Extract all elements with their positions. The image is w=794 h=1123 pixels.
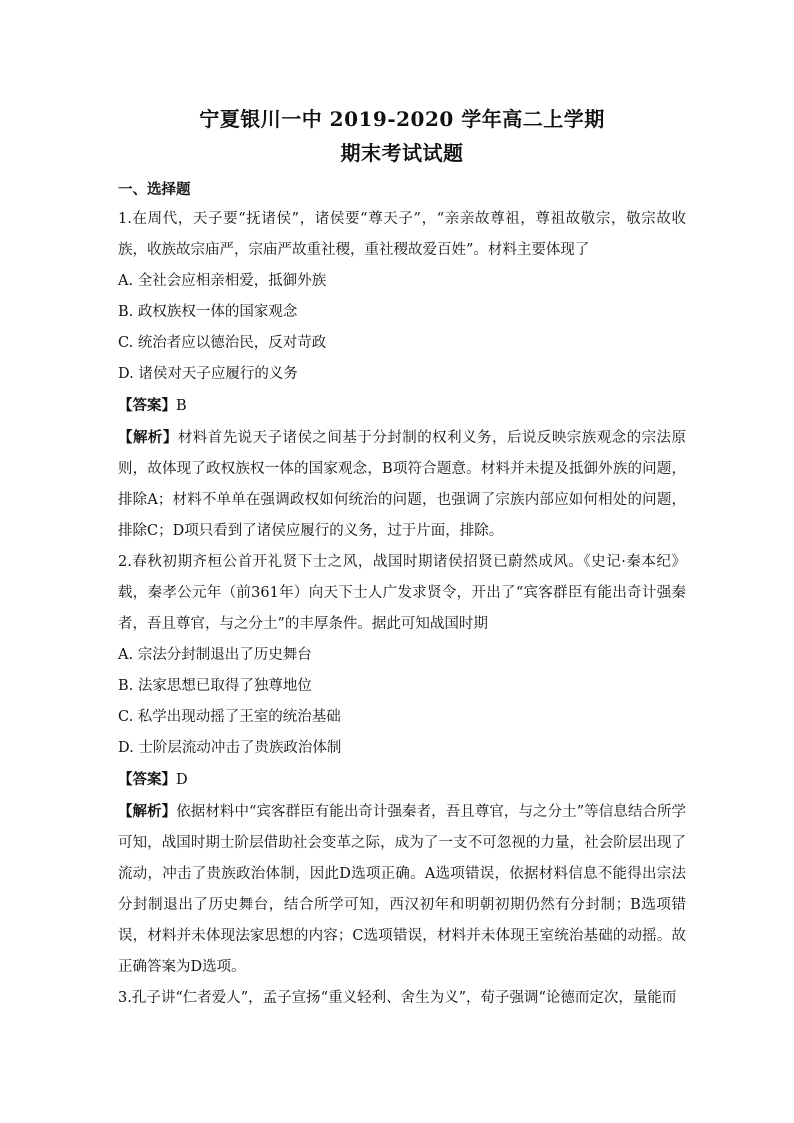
option-c: C. 私学出现动摇了王室的统治基础 xyxy=(118,709,341,725)
option-d: D. 诸侯对天子应履行的义务 xyxy=(118,366,298,382)
analysis-paragraph xyxy=(118,422,686,547)
question-stem: 2.春秋初期齐桓公首开礼贤下士之风，战国时期诸侯招贤已蔚然成风。《史记·秦本纪》载，秦孝公元年（前361年）向天下士人广发求贤令，开出了“宾客群臣有能出奇计强秦者，吾且尊官，与之分土”的丰厚条件。据此可知战国时期 xyxy=(118,554,686,632)
analysis-text: 依据材料中“宾客群臣有能出奇计强秦者，吾且尊官，与之分土”等信息结合所学可知，战国时期士阶层借助社会变革之际，成为了一支不可忽视的力量，社会阶层出现了流动，冲击了贵族政治体制，因此D选项正确。A选项错误，依据材料信息不能得出宗法分封制退出了历史舞台，结合所学可知，西汉初年和明朝初期仍然有分封制；B选项错误，材料并未体现法家思想的内容；C选项错误，材料并未体现王室统治基础的动摇。故正确答案为D选项。 xyxy=(118,804,687,975)
question-1 xyxy=(118,204,686,547)
document-title-line2: 期末考试试题 xyxy=(340,141,464,165)
analysis-paragraph xyxy=(118,796,686,983)
answer-line xyxy=(118,764,686,796)
option-b: B. 法家思想已取得了独尊地位 xyxy=(118,678,312,694)
answer-line xyxy=(118,390,686,422)
option-b: B. 政权族权一体的国家观念 xyxy=(118,304,298,320)
question-stem: 1.在周代，天子要“抚诸侯”，诸侯要“尊天子”，“亲亲故尊祖，尊祖故敬宗，敬宗故收族，收族故宗庙严，宗庙严故重社稷，重社稷故爱百姓”。材料主要体现了 xyxy=(118,211,686,258)
option-c: C. 统治者应以德治民，反对苛政 xyxy=(118,335,327,351)
analysis-text: 材料首先说天子诸侯之间基于分封制的权利义务，后说反映宗族观念的宗法原则，故体现了政权族权一体的国家观念，B项符合题意。材料并未提及抵御外族的问题，排除A；材料不单单在强调政权如何统治的问题，也强调了宗族内部应如何相处的问题，排除C；D项只看到了诸侯应履行的义务，过于片面，排除。 xyxy=(118,430,687,539)
answer-label: 【答案】 xyxy=(118,771,176,788)
section-heading: 一、选择题 xyxy=(118,181,191,198)
question-2 xyxy=(118,547,686,983)
analysis-label: 【解析】 xyxy=(118,429,178,446)
question-3 xyxy=(118,983,686,1014)
document-title-line1: 宁夏银川一中 2019-2020 学年高二上学期 xyxy=(199,107,605,131)
option-d: D. 士阶层流动冲击了贵族政治体制 xyxy=(118,740,342,756)
analysis-label: 【解析】 xyxy=(118,803,177,820)
answer-value: B xyxy=(176,398,187,414)
answer-value: D xyxy=(176,772,188,788)
option-a: A. 宗法分封制退出了历史舞台 xyxy=(118,647,312,663)
option-a: A. 全社会应相亲相爱，抵御外族 xyxy=(118,273,327,289)
question-stem: 3.孔子讲“仁者爱人”，孟子宣扬“重义轻利、舍生为义”，荀子强调“论德而定次，量能而 xyxy=(118,990,677,1006)
answer-label: 【答案】 xyxy=(118,397,176,414)
